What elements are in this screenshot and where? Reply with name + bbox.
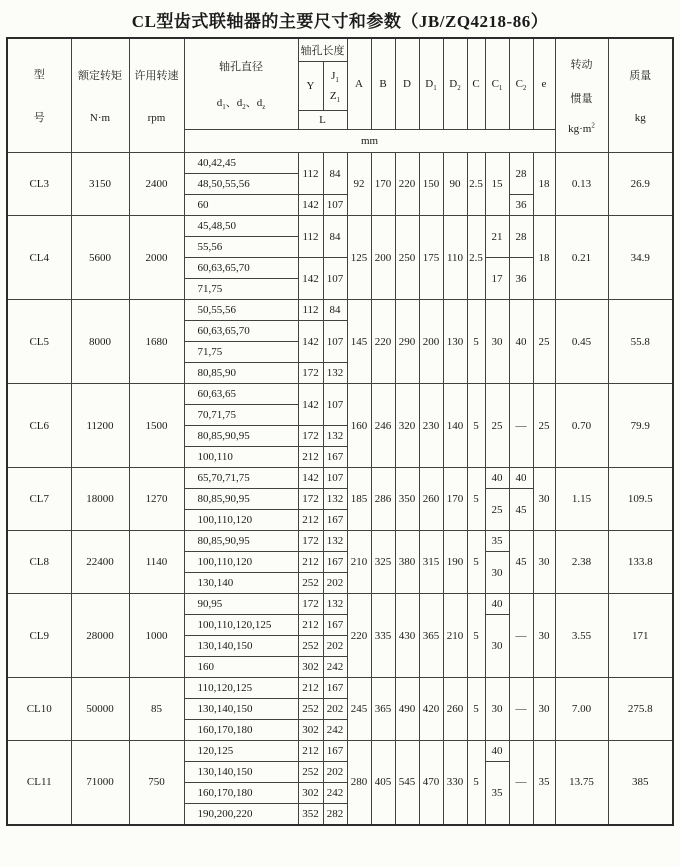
cell-C2: 45 (509, 489, 533, 531)
cell-D: 430 (395, 594, 419, 678)
inertia-unit: $kg\cdot m^2$ (568, 121, 595, 135)
cell-A: 245 (347, 678, 371, 741)
bore-diameter-label: 轴孔直径 (219, 61, 263, 74)
cell-length-Y: 212 (298, 510, 323, 531)
cell-speed: 1000 (129, 594, 184, 678)
cell-length-Y: 212 (298, 741, 323, 762)
cell-C: 5 (467, 531, 485, 594)
inertia-label-line2: 惯量 (570, 92, 593, 105)
inertia-label-line1: 转动 (570, 59, 593, 72)
col-header-e: e (533, 38, 555, 130)
cell-C: 5 (467, 741, 485, 825)
cell-e: 25 (533, 300, 555, 384)
cell-length-Y: 172 (298, 426, 323, 447)
cell-length-JZ: 132 (323, 363, 347, 384)
cell-model: CL7 (7, 468, 71, 531)
cell-model: CL3 (7, 153, 71, 216)
col-header-B: B (371, 38, 395, 130)
cell-C2: — (509, 741, 533, 825)
cell-speed: 2000 (129, 216, 184, 300)
col-header-bore-diameter (184, 38, 298, 130)
cell-inertia: 7.00 (555, 678, 608, 741)
cell-length-JZ: 167 (323, 741, 347, 762)
cell-B: 335 (371, 594, 395, 678)
cell-length-JZ: 167 (323, 615, 347, 636)
cell-bore-diameters: 48,50,55,56 (184, 174, 298, 195)
cell-bore-diameters: 80,85,90,95 (184, 531, 298, 552)
torque-unit: N·m (89, 111, 111, 124)
cell-e: 25 (533, 384, 555, 468)
cell-length-JZ: 282 (323, 804, 347, 825)
cell-bore-diameters: 100,110,120 (184, 552, 298, 573)
cell-D: 350 (395, 468, 419, 531)
cell-D1: 230 (419, 384, 443, 468)
cell-length-JZ: 167 (323, 447, 347, 468)
cell-e: 18 (533, 153, 555, 216)
cell-C2: — (509, 384, 533, 468)
cell-B: 170 (371, 153, 395, 216)
cell-mass: 26.9 (608, 153, 673, 216)
cell-C2: — (509, 594, 533, 678)
cell-model: CL5 (7, 300, 71, 384)
cell-length-Y: 302 (298, 657, 323, 678)
cell-bore-diameters: 160,170,180 (184, 720, 298, 741)
cell-D1: 420 (419, 678, 443, 741)
cell-D: 545 (395, 741, 419, 825)
cell-A: 280 (347, 741, 371, 825)
cell-length-JZ: 84 (323, 216, 347, 258)
cell-speed: 750 (129, 741, 184, 825)
cell-D2: 90 (443, 153, 467, 216)
cell-bore-diameters: 100,110,120,125 (184, 615, 298, 636)
cell-D1: 365 (419, 594, 443, 678)
cell-inertia: 3.55 (555, 594, 608, 678)
cell-bore-diameters: 130,140,150 (184, 636, 298, 657)
cell-e: 35 (533, 741, 555, 825)
cell-length-JZ: 107 (323, 384, 347, 426)
cell-D2: 260 (443, 678, 467, 741)
col-header-C1: $C_1$ (485, 38, 509, 130)
cell-bore-diameters: 70,71,75 (184, 405, 298, 426)
cell-bore-diameters: 80,85,90 (184, 363, 298, 384)
cell-model: CL8 (7, 531, 71, 594)
cell-A: 160 (347, 384, 371, 468)
cell-C: 5 (467, 594, 485, 678)
cell-length-Y: 212 (298, 552, 323, 573)
cell-A: 185 (347, 468, 371, 531)
cell-bore-diameters: 160,170,180 (184, 783, 298, 804)
cell-mass: 55.8 (608, 300, 673, 384)
cell-speed: 2400 (129, 153, 184, 216)
cell-C1: 40 (485, 468, 509, 489)
cell-A: 145 (347, 300, 371, 384)
cell-D: 490 (395, 678, 419, 741)
unit-row: mm (184, 130, 555, 153)
cell-bore-diameters: 40,42,45 (184, 153, 298, 174)
cell-inertia: 2.38 (555, 531, 608, 594)
cell-B: 246 (371, 384, 395, 468)
speed-unit: rpm (147, 111, 166, 124)
col-header-L: L (298, 111, 347, 130)
cell-D: 220 (395, 153, 419, 216)
cell-mass: 79.9 (608, 384, 673, 468)
cell-bore-diameters: 100,110,120 (184, 510, 298, 531)
cell-bore-diameters: 80,85,90,95 (184, 426, 298, 447)
cell-C1: 30 (485, 678, 509, 741)
cell-model: CL9 (7, 594, 71, 678)
cell-mass: 171 (608, 594, 673, 678)
cell-C: 5 (467, 384, 485, 468)
cell-e: 30 (533, 531, 555, 594)
cell-torque: 5600 (71, 216, 129, 300)
cell-bore-diameters: 130,140,150 (184, 762, 298, 783)
cell-length-JZ: 202 (323, 762, 347, 783)
cell-length-JZ: 107 (323, 195, 347, 216)
bore-diameter-symbols: $d_1$、$d_2$、$d_z$ (216, 96, 266, 111)
cell-length-Y: 172 (298, 594, 323, 615)
cell-model: CL4 (7, 216, 71, 300)
cell-length-Y: 302 (298, 720, 323, 741)
cell-D2: 110 (443, 216, 467, 300)
cell-length-Y: 172 (298, 363, 323, 384)
cell-C2: 28 (509, 153, 533, 195)
col-header-model (7, 38, 71, 153)
cell-D2: 330 (443, 741, 467, 825)
cell-C1: 35 (485, 762, 509, 825)
cell-D1: 315 (419, 531, 443, 594)
Z1-symbol: $Z_1$ (329, 90, 341, 105)
col-header-Y: Y (298, 62, 323, 111)
cell-length-Y: 142 (298, 384, 323, 426)
cell-model: CL11 (7, 741, 71, 825)
col-header-D1: $D_1$ (419, 38, 443, 130)
cell-mass: 275.8 (608, 678, 673, 741)
cell-D2: 190 (443, 531, 467, 594)
cell-D1: 175 (419, 216, 443, 300)
cell-speed: 1500 (129, 384, 184, 468)
mass-unit: kg (634, 111, 646, 124)
cell-B: 220 (371, 300, 395, 384)
cell-torque: 71000 (71, 741, 129, 825)
cell-inertia: 0.13 (555, 153, 608, 216)
cell-length-Y: 212 (298, 615, 323, 636)
cell-length-Y: 212 (298, 447, 323, 468)
cell-bore-diameters: 60,63,65 (184, 384, 298, 405)
torque-label: 额定转矩 (78, 70, 122, 83)
mass-label: 质量 (629, 70, 652, 83)
cell-C2: 36 (509, 195, 533, 216)
cell-D2: 130 (443, 300, 467, 384)
cell-torque: 50000 (71, 678, 129, 741)
cell-C1: 40 (485, 741, 509, 762)
cell-C1: 15 (485, 153, 509, 216)
cell-bore-diameters: 130,140,150 (184, 699, 298, 720)
cell-C: 2.5 (467, 153, 485, 216)
cell-e: 30 (533, 678, 555, 741)
cell-length-JZ: 202 (323, 699, 347, 720)
cell-mass: 109.5 (608, 468, 673, 531)
cell-D1: 200 (419, 300, 443, 384)
cell-D: 320 (395, 384, 419, 468)
cell-bore-diameters: 160 (184, 657, 298, 678)
cell-B: 325 (371, 531, 395, 594)
coupling-dimension-table (6, 37, 674, 826)
cell-length-JZ: 202 (323, 636, 347, 657)
model-label-line2: 号 (33, 112, 45, 124)
cell-C1: 40 (485, 594, 509, 615)
cell-speed: 1140 (129, 531, 184, 594)
cell-torque: 11200 (71, 384, 129, 468)
cell-inertia: 13.75 (555, 741, 608, 825)
cell-length-Y: 142 (298, 258, 323, 300)
speed-label: 许用转速 (134, 70, 179, 83)
col-header-C2: $C_2$ (509, 38, 533, 130)
cell-speed: 1270 (129, 468, 184, 531)
cell-D1: 150 (419, 153, 443, 216)
cell-length-JZ: 167 (323, 678, 347, 699)
col-header-D2: $D_2$ (443, 38, 467, 130)
cell-C2: 36 (509, 258, 533, 300)
cell-length-JZ: 84 (323, 300, 347, 321)
cell-e: 30 (533, 468, 555, 531)
cell-bore-diameters: 190,200,220 (184, 804, 298, 825)
cell-D: 250 (395, 216, 419, 300)
cell-torque: 8000 (71, 300, 129, 384)
cell-bore-diameters: 60,63,65,70 (184, 258, 298, 279)
cell-length-JZ: 132 (323, 426, 347, 447)
cell-model: CL6 (7, 384, 71, 468)
page-title: CL型齿式联轴器的主要尺寸和参数（JB/ZQ4218-86） (131, 12, 549, 31)
cell-speed: 1680 (129, 300, 184, 384)
cell-D: 290 (395, 300, 419, 384)
cell-D2: 210 (443, 594, 467, 678)
cell-torque: 22400 (71, 531, 129, 594)
cell-length-JZ: 167 (323, 510, 347, 531)
cell-bore-diameters: 55,56 (184, 237, 298, 258)
cell-length-JZ: 242 (323, 720, 347, 741)
cell-length-Y: 112 (298, 216, 323, 258)
cell-length-Y: 252 (298, 636, 323, 657)
col-header-speed (129, 38, 184, 153)
cell-bore-diameters: 90,95 (184, 594, 298, 615)
cell-C: 5 (467, 678, 485, 741)
cell-torque: 3150 (71, 153, 129, 216)
cell-D1: 260 (419, 468, 443, 531)
cell-length-JZ: 107 (323, 468, 347, 489)
cell-length-JZ: 202 (323, 573, 347, 594)
cell-C2: 40 (509, 468, 533, 489)
cell-B: 286 (371, 468, 395, 531)
cell-length-Y: 142 (298, 195, 323, 216)
cell-model: CL10 (7, 678, 71, 741)
cell-mass: 385 (608, 741, 673, 825)
cell-C: 5 (467, 468, 485, 531)
col-header-C: C (467, 38, 485, 130)
cell-C1: 30 (485, 552, 509, 594)
cell-bore-diameters: 100,110 (184, 447, 298, 468)
cell-inertia: 1.15 (555, 468, 608, 531)
cell-C1: 25 (485, 489, 509, 531)
J1-symbol: $J_1$ (331, 70, 339, 85)
cell-e: 18 (533, 216, 555, 300)
col-header-J1Z1 (323, 62, 347, 111)
cell-length-JZ: 132 (323, 594, 347, 615)
cell-C1: 25 (485, 384, 509, 468)
cell-length-Y: 212 (298, 678, 323, 699)
cell-length-Y: 252 (298, 573, 323, 594)
cell-A: 92 (347, 153, 371, 216)
cell-C2: 45 (509, 531, 533, 594)
cell-B: 365 (371, 678, 395, 741)
cell-bore-diameters: 50,55,56 (184, 300, 298, 321)
cell-bore-diameters: 130,140 (184, 573, 298, 594)
cell-bore-diameters: 45,48,50 (184, 216, 298, 237)
col-header-mass (608, 38, 673, 153)
cell-mass: 133.8 (608, 531, 673, 594)
cell-torque: 18000 (71, 468, 129, 531)
cell-B: 405 (371, 741, 395, 825)
cell-length-Y: 252 (298, 699, 323, 720)
col-header-torque (71, 38, 129, 153)
cell-C2: — (509, 678, 533, 741)
cell-length-Y: 142 (298, 321, 323, 363)
cell-D1: 470 (419, 741, 443, 825)
cell-length-Y: 172 (298, 531, 323, 552)
cell-A: 210 (347, 531, 371, 594)
cell-bore-diameters: 120,125 (184, 741, 298, 762)
cell-C1: 21 (485, 216, 509, 258)
cell-C: 5 (467, 300, 485, 384)
cell-length-JZ: 84 (323, 153, 347, 195)
cell-e: 30 (533, 594, 555, 678)
cell-speed: 85 (129, 678, 184, 741)
cell-B: 200 (371, 216, 395, 300)
cell-length-Y: 112 (298, 300, 323, 321)
cell-bore-diameters: 71,75 (184, 279, 298, 300)
cell-inertia: 0.70 (555, 384, 608, 468)
cell-length-Y: 142 (298, 468, 323, 489)
cell-A: 125 (347, 216, 371, 300)
cell-A: 220 (347, 594, 371, 678)
cell-mass: 34.9 (608, 216, 673, 300)
cell-length-Y: 112 (298, 153, 323, 195)
cell-C1: 35 (485, 531, 509, 552)
cell-length-JZ: 242 (323, 783, 347, 804)
cell-C2: 28 (509, 216, 533, 258)
cell-inertia: 0.21 (555, 216, 608, 300)
cell-C1: 17 (485, 258, 509, 300)
col-header-bore-length: 轴孔长度 (298, 38, 347, 62)
cell-length-JZ: 167 (323, 552, 347, 573)
cell-bore-diameters: 60,63,65,70 (184, 321, 298, 342)
cell-length-Y: 252 (298, 762, 323, 783)
cell-torque: 28000 (71, 594, 129, 678)
cell-length-Y: 172 (298, 489, 323, 510)
cell-D: 380 (395, 531, 419, 594)
cell-D2: 170 (443, 468, 467, 531)
col-header-A: A (347, 38, 371, 130)
cell-length-JZ: 107 (323, 258, 347, 300)
cell-length-JZ: 132 (323, 531, 347, 552)
cell-inertia: 0.45 (555, 300, 608, 384)
cell-bore-diameters: 110,120,125 (184, 678, 298, 699)
cell-D2: 140 (443, 384, 467, 468)
cell-C: 2.5 (467, 216, 485, 300)
model-label-line1: 型 (33, 69, 45, 81)
cell-C1: 30 (485, 300, 509, 384)
col-header-inertia (555, 38, 608, 153)
cell-bore-diameters: 60 (184, 195, 298, 216)
cell-length-JZ: 242 (323, 657, 347, 678)
col-header-D: D (395, 38, 419, 130)
cell-C2: 40 (509, 300, 533, 384)
cell-bore-diameters: 71,75 (184, 342, 298, 363)
cell-length-Y: 302 (298, 783, 323, 804)
cell-length-JZ: 132 (323, 489, 347, 510)
cell-length-JZ: 107 (323, 321, 347, 363)
cell-C1: 30 (485, 615, 509, 678)
cell-bore-diameters: 65,70,71,75 (184, 468, 298, 489)
cell-length-Y: 352 (298, 804, 323, 825)
cell-bore-diameters: 80,85,90,95 (184, 489, 298, 510)
